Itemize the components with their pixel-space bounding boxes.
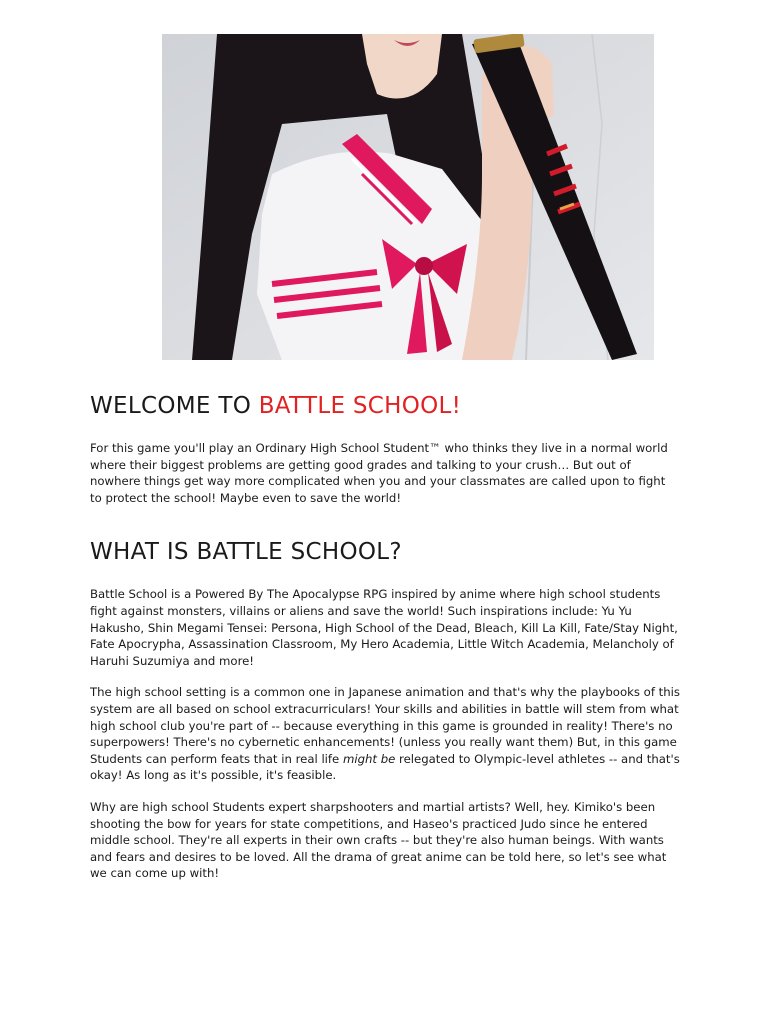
description-paragraph-3: Why are high school Students expert sharpshooters and martial artists? Well, hey. Kimiko's been shooting the bow for years for state competitions, and Haseo's practiced Judo since he entered middle school. They're all experts in their own crafts -- but they're also human beings. With wants and fears and desires to be loved. All the drama of great anime can be told here, so let's see what we can come up with! [90, 799, 667, 881]
intro-paragraph: For this game you'll play an Ordinary High School Student™ who thinks they live in a normal world where their biggest problems are getting good grades and talking to your crush… But out of nowhere things get way more complicated when you and your classmates are called upon to fight to protect the school! Maybe even to save the world! [90, 441, 668, 505]
paragraph-2-text-a: The high school setting is a common one in Japanese animation and that's why the playbooks of this system are all based on school extracurriculars! Your skills and abilities in battle will stem from what high school club you're part of -- because everything in this game is grounded in reality! There's no superpowers! There's no cybernetic enhancements! (unless you really want them) But, in this game Students can perform feats that in real life [90, 685, 680, 766]
description-paragraph-1: Battle School is a Powered By The Apocalypse RPG inspired by anime where high school students fight against monsters, villains or aliens and save the world! Such inspirations include: Yu Yu Hakusho, Shin Megami Tensei: Persona, High School of the Dead, Bleach, Kill La Kill, Fate/Stay Night, Fate Apocrypha, Assassination Classroom, My Hero Academia, Little Witch Academia, Melancholy of Haruhi Suzumiya and more! [90, 587, 678, 668]
what-is-heading: WHAT IS BATTLE SCHOOL? [90, 539, 402, 566]
paragraph-2-emphasis: might be [342, 751, 396, 766]
article-content [90, 390, 680, 882]
description-paragraph-2 [90, 684, 680, 784]
hero-image [162, 34, 654, 360]
welcome-heading-highlight: BATTLE SCHOOL! [258, 393, 462, 419]
welcome-heading-prefix: WELCOME TO [90, 393, 259, 419]
paragraph-2-text-b: relegated to Olympic-level athletes -- and that's okay! As long as it's possible, it's feasible. [90, 751, 680, 783]
schoolgirl-katana-illustration [162, 34, 654, 360]
welcome-heading [90, 390, 680, 422]
